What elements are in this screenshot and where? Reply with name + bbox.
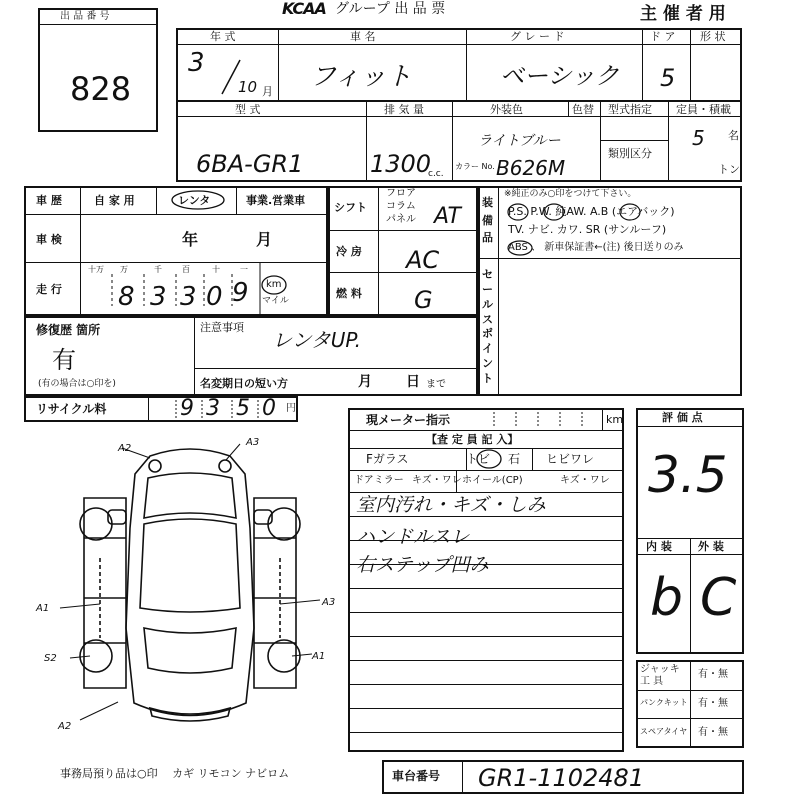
history-label: 車 歴	[36, 194, 62, 207]
caution-value: レンタUP.	[272, 328, 362, 352]
mileage-unit: 一	[240, 265, 248, 274]
ton-unit: トン	[718, 163, 740, 176]
name-value: フィット	[310, 62, 412, 92]
shift-column: コラム	[386, 201, 416, 212]
mileage-unit: 十	[212, 265, 220, 274]
damage-mark: A2	[58, 721, 72, 732]
mileage-digit: 8	[118, 282, 135, 312]
repair-label: 修復歴 箇所	[36, 323, 101, 337]
model-label: 型 式	[235, 103, 261, 116]
history-rental: レンタ	[178, 194, 211, 207]
office-note: 事務局預り品は○印 カギ リモコン ナビロム	[60, 767, 290, 780]
color-change-label: 色替	[572, 103, 594, 116]
equipment-note: ※純正のみ○印をつけて下さい。	[504, 189, 637, 199]
ac-label: 冷 房	[336, 245, 362, 258]
grade-label: グ レ ー ド	[510, 30, 565, 43]
rental-circle	[168, 188, 228, 212]
mileage-digit: 9	[232, 278, 249, 308]
exterior-value: C	[700, 568, 737, 628]
damage-mark: A1	[36, 603, 50, 614]
equipment-line3: ABS 、 新車保証書←(注) 後日送りのみ	[508, 242, 684, 253]
capacity-label: 定員・積載	[676, 103, 731, 116]
damage-mark: A3	[322, 597, 336, 608]
car-body-diagram	[40, 428, 340, 748]
jack-opts: 有・無	[698, 669, 728, 680]
shift-panel: パネル	[386, 214, 416, 225]
expiry-day: 日	[406, 374, 420, 390]
displacement-unit: c.c.	[428, 169, 444, 179]
lot-number: 828	[70, 70, 132, 108]
km-label: km	[266, 279, 282, 290]
damage-mark: A2	[118, 443, 132, 454]
history-commercial: 事業.営業車	[246, 194, 306, 207]
wheel-label: ホイール(CP)	[462, 475, 523, 486]
sales-point-label: セールスポイント	[482, 268, 493, 385]
remark-line: 右ステップ凹み	[356, 554, 489, 576]
meter-dividers	[472, 408, 602, 430]
interior-label: 内 装	[646, 540, 672, 553]
damage-mark: A1	[312, 651, 326, 662]
displacement-label: 排 気 量	[384, 103, 424, 116]
damage-mark: A3	[246, 437, 260, 448]
organizer-label: 主 催 者 用	[640, 4, 726, 24]
shift-label: シフト	[334, 201, 367, 214]
mileage-unit: 千	[154, 265, 162, 274]
puncture-opts: 有・無	[698, 698, 728, 709]
brand-logo: KCAA	[282, 0, 326, 18]
color-no-label: カラー No.	[455, 162, 495, 171]
doors-value: 5	[660, 64, 676, 92]
color-value: ライトブルー	[478, 133, 561, 149]
expiry-label: 名変期日の短い方	[200, 377, 288, 390]
equipment-line1: P.S. P.W. 純AW. A.B (エアバック)	[508, 205, 675, 218]
spare-opts: 有・無	[698, 727, 728, 738]
capacity-value: 5	[692, 126, 705, 150]
capacity-unit: 名	[728, 129, 739, 142]
mileage-digit: 0	[206, 282, 223, 312]
interior-value: b	[650, 568, 684, 628]
category-label: 類別区分	[608, 147, 652, 160]
month-value: 10	[238, 78, 258, 96]
model-designation-label: 型式指定	[608, 103, 652, 116]
lot-number-label: 出 品 番 号	[60, 11, 110, 22]
equipment-line2: TV. ナビ. カワ. SR (サンルーフ)	[508, 223, 667, 236]
equipment-circles	[500, 198, 700, 258]
mileage-digit: 3	[180, 282, 197, 312]
name-label: 車 名	[350, 30, 376, 43]
inspection-year: 年	[182, 230, 199, 249]
meter-unit: km	[606, 413, 624, 426]
rating-value: 3.5	[648, 446, 728, 504]
year-label: 年 式	[210, 30, 236, 43]
mileage-label: 走 行	[36, 283, 62, 296]
model-value: 6BA-GR1	[196, 150, 304, 178]
caution-label: 注意事項	[200, 321, 244, 334]
glass-chip-circle	[474, 448, 504, 470]
recycle-digit: 0	[262, 396, 276, 421]
inspector-title: 【査 定 員 記 入】	[426, 433, 519, 446]
doors-label: ド ア	[650, 30, 676, 43]
puncture-label: パンクキット	[640, 698, 688, 707]
mileage-unit: 十万	[88, 265, 104, 274]
glass-crack: ヒビワレ	[546, 452, 595, 466]
recycle-digit: 3	[206, 396, 220, 421]
mileage-digit: 3	[150, 282, 167, 312]
rating-label: 評 価 点	[662, 411, 703, 424]
expiry-until: まで	[426, 379, 446, 390]
recycle-label: リサイクル料	[36, 402, 107, 416]
shift-value: AT	[434, 204, 461, 229]
repair-note: (有の場合は○印を)	[38, 379, 116, 389]
remark-line: 室内汚れ・キズ・しみ	[356, 494, 546, 516]
meter-label: 現メーター指示	[366, 413, 451, 427]
grade-value: ベーシック	[500, 62, 620, 90]
repair-value: 有	[52, 346, 76, 374]
spare-label: スペアタイヤ	[640, 727, 688, 736]
recycle-digit: 5	[236, 396, 250, 421]
exterior-label: 外 装	[698, 540, 724, 553]
recycle-dividers	[148, 396, 298, 422]
mileage-unit: 百	[182, 265, 190, 274]
shape-label: 形 状	[700, 30, 726, 43]
inspection-label: 車 検	[36, 233, 62, 246]
recycle-unit: 円	[286, 403, 296, 414]
shift-floor: フロア	[386, 188, 416, 199]
fuel-value: G	[414, 286, 433, 314]
recycle-digit: 9	[180, 396, 194, 421]
inspection-month: 月	[256, 230, 273, 249]
equipment-label: 装備品	[482, 196, 493, 245]
displacement-value: 1300	[370, 150, 432, 178]
mirror-opts: キズ・ワレ	[412, 475, 462, 486]
remark-line: ハンドルスレ	[356, 526, 470, 548]
glass-stone: 石	[508, 452, 521, 466]
color-no-value: B626M	[496, 156, 566, 180]
mile-label: マイル	[262, 296, 289, 306]
fuel-label: 燃 料	[336, 287, 362, 300]
wheel-opts: キズ・ワレ	[560, 475, 610, 486]
damage-mark: S2	[44, 653, 57, 664]
color-label: 外装色	[490, 103, 523, 116]
jack-label: ジャッキ 工 具	[640, 664, 680, 687]
expiry-month: 月	[358, 374, 372, 390]
history-private: 自 家 用	[94, 194, 135, 207]
month-unit: 月	[262, 85, 273, 98]
year-value: 3	[188, 48, 205, 78]
glass-label: Fガラス	[366, 452, 409, 466]
ac-value: AC	[406, 246, 440, 274]
chassis-label: 車台番号	[392, 769, 441, 783]
mileage-unit: 万	[120, 265, 128, 274]
year-slash	[216, 58, 256, 98]
chassis-value: GR1-1102481	[478, 764, 645, 792]
mirror-label: ドアミラー	[354, 475, 404, 486]
mileage-dividers	[80, 262, 280, 312]
glass-chip: トビ	[466, 452, 491, 466]
form-title: グループ 出 品 票	[335, 1, 446, 17]
